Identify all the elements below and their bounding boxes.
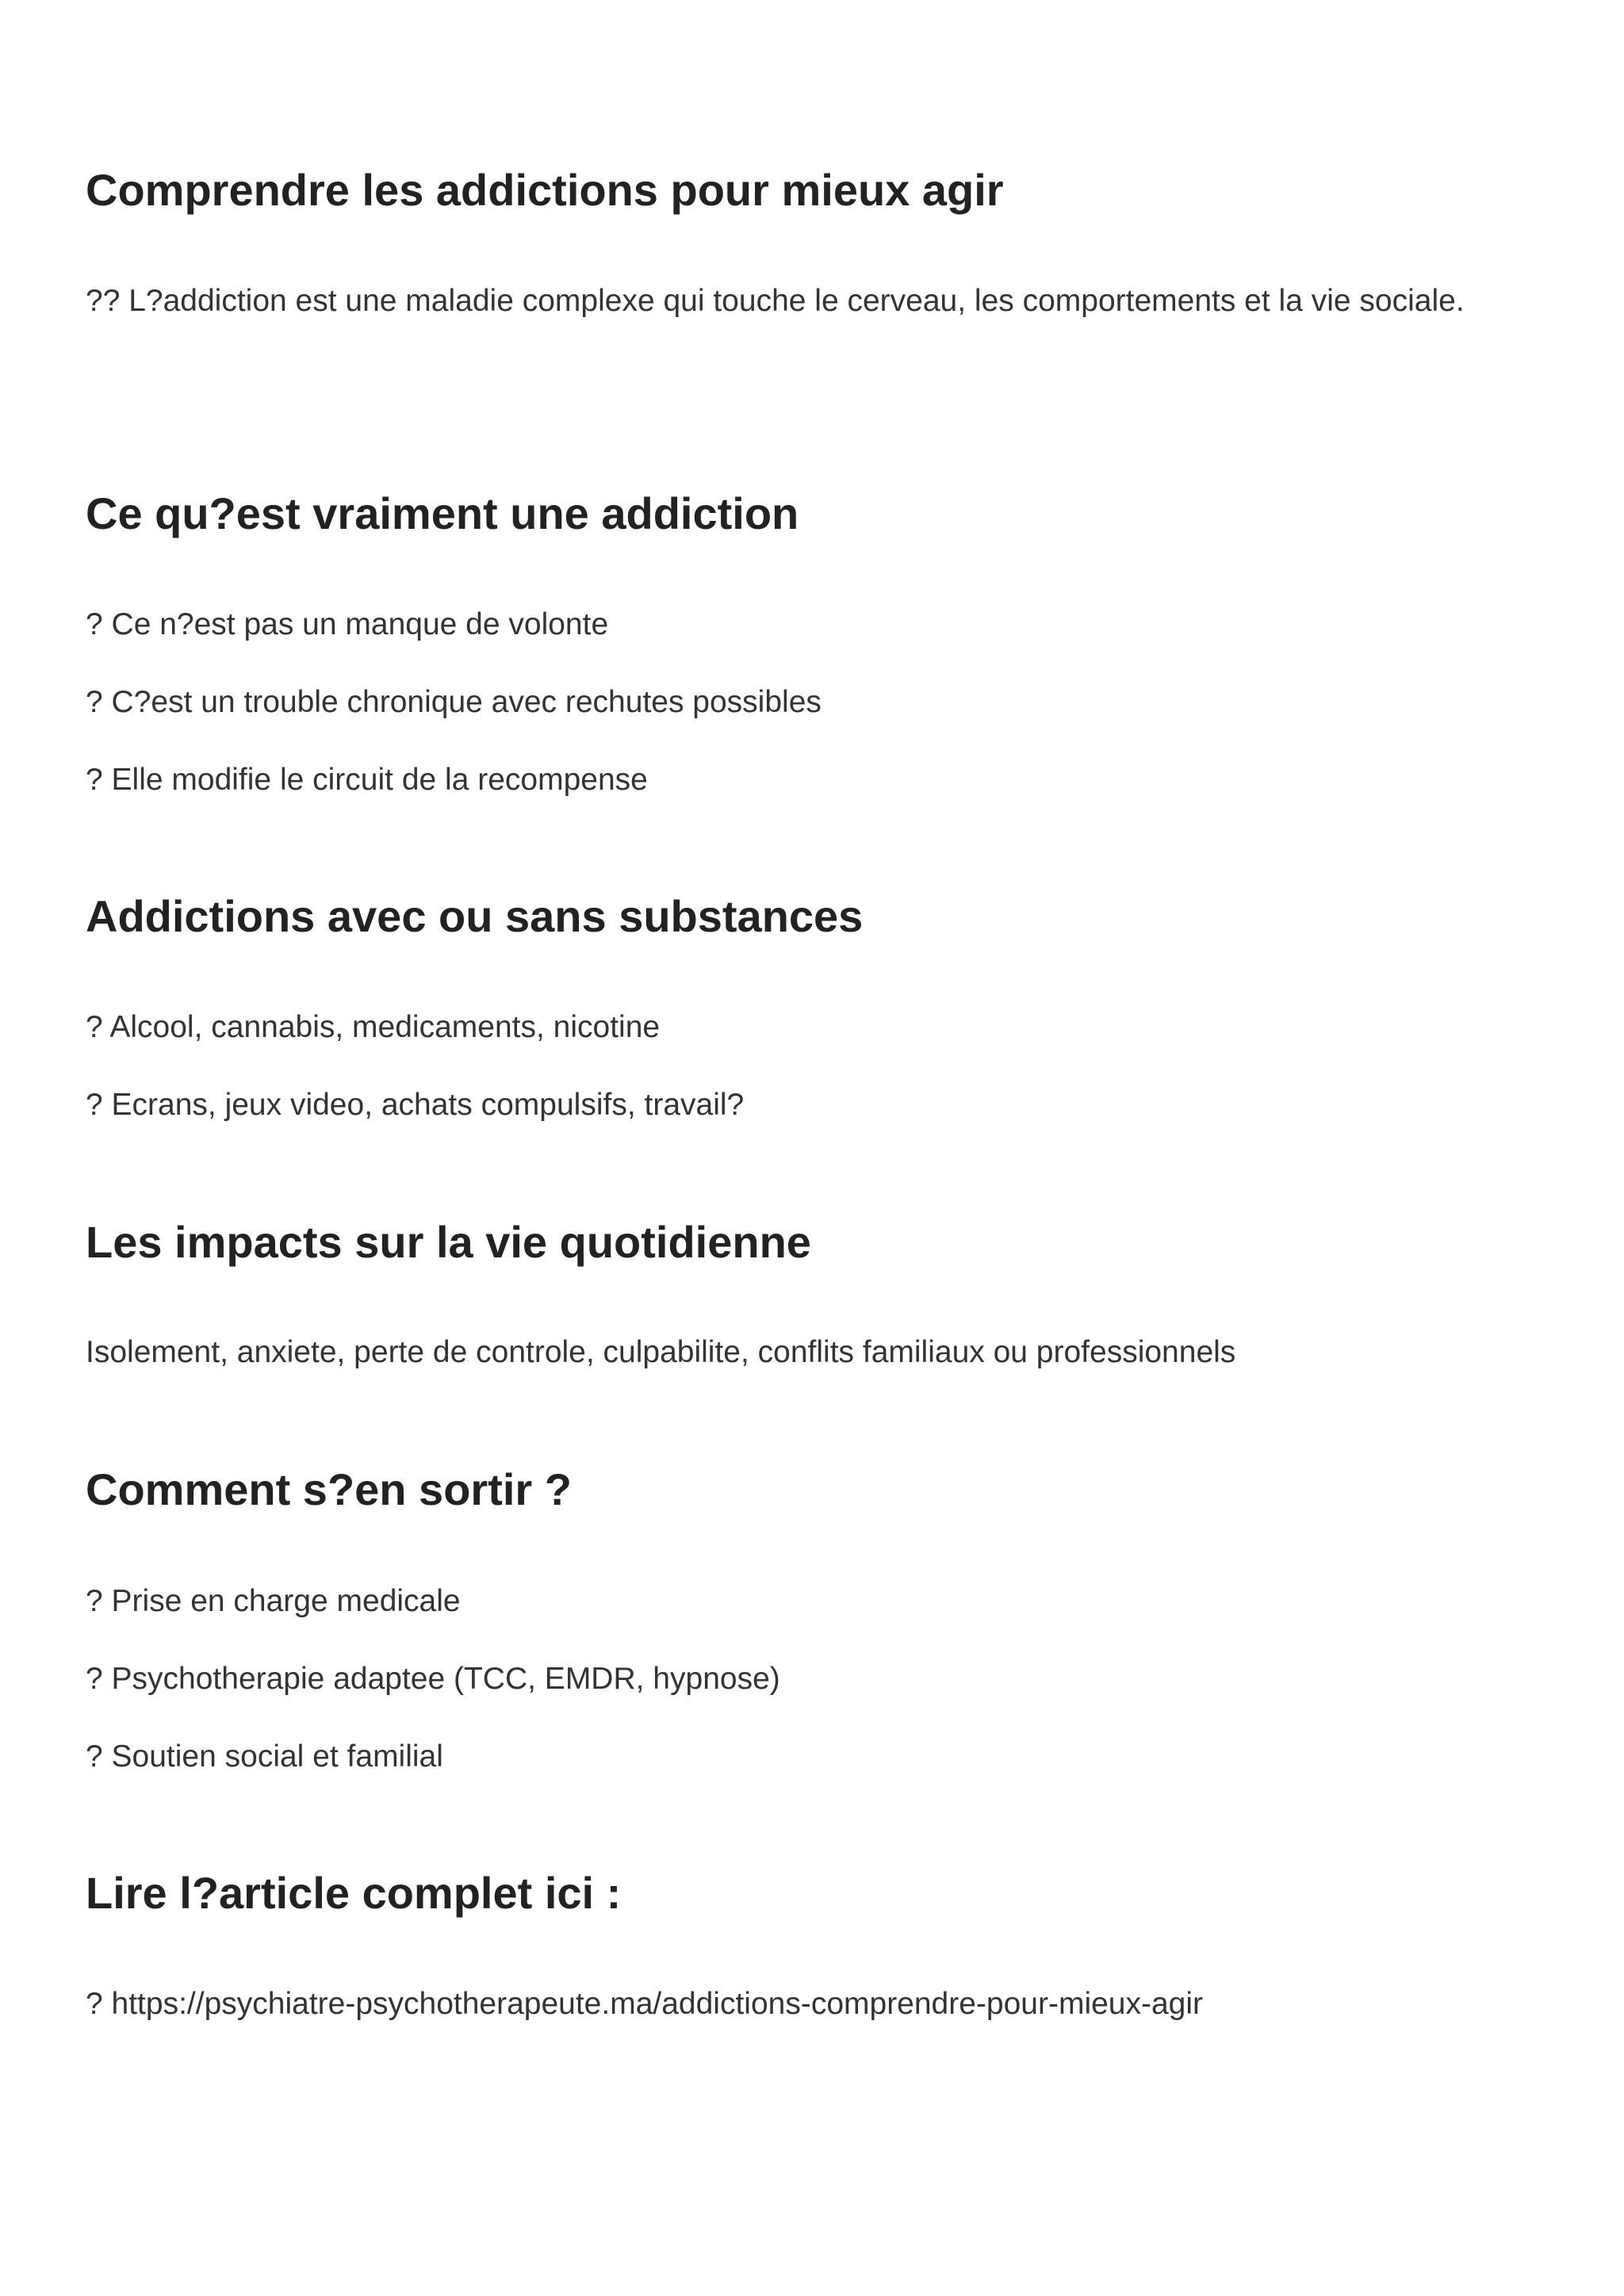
list-item: ? Psychotherapie adaptee (TCC, EMDR, hypnose) <box>86 1662 780 1696</box>
list-item: ? Alcool, cannabis, medicaments, nicotine <box>86 1010 661 1044</box>
list-item: ? Ce n?est pas un manque de volonte <box>86 607 609 641</box>
list-item: ? Prise en charge medicale <box>86 1584 461 1618</box>
list-item: ? Soutien social et familial <box>86 1739 443 1774</box>
intro-paragraph: ?? L?addiction est une maladie complexe qui touche le cerveau, les comportements et la vie sociale. <box>86 284 1465 318</box>
list-item: ? C?est un trouble chronique avec rechutes possibles <box>86 685 822 719</box>
section-heading-read-article: Lire l?article complet ici : <box>86 1868 622 1918</box>
section-heading-what-is-addiction: Ce qu?est vraiment une addiction <box>86 488 799 538</box>
list-item: ? Elle modifie le circuit de la recompense <box>86 763 648 797</box>
article-link-line[interactable] <box>86 1985 1203 2023</box>
section-heading-substances: Addictions avec ou sans substances <box>86 891 864 941</box>
page-title: Comprendre les addictions pour mieux agir <box>86 165 1004 215</box>
section-heading-how-to-recover: Comment s?en sortir ? <box>86 1464 572 1514</box>
article-link[interactable]: ? https://psychiatre-psychotherapeute.ma/addictions-comprendre-pour-mieux-agir <box>86 1987 1204 2021</box>
list-item: ? Ecrans, jeux video, achats compulsifs, travail? <box>86 1088 745 1122</box>
section-heading-impacts: Les impacts sur la vie quotidienne <box>86 1217 811 1267</box>
impacts-paragraph: Isolement, anxiete, perte de controle, culpabilite, conflits familiaux ou professionnels <box>86 1335 1236 1369</box>
